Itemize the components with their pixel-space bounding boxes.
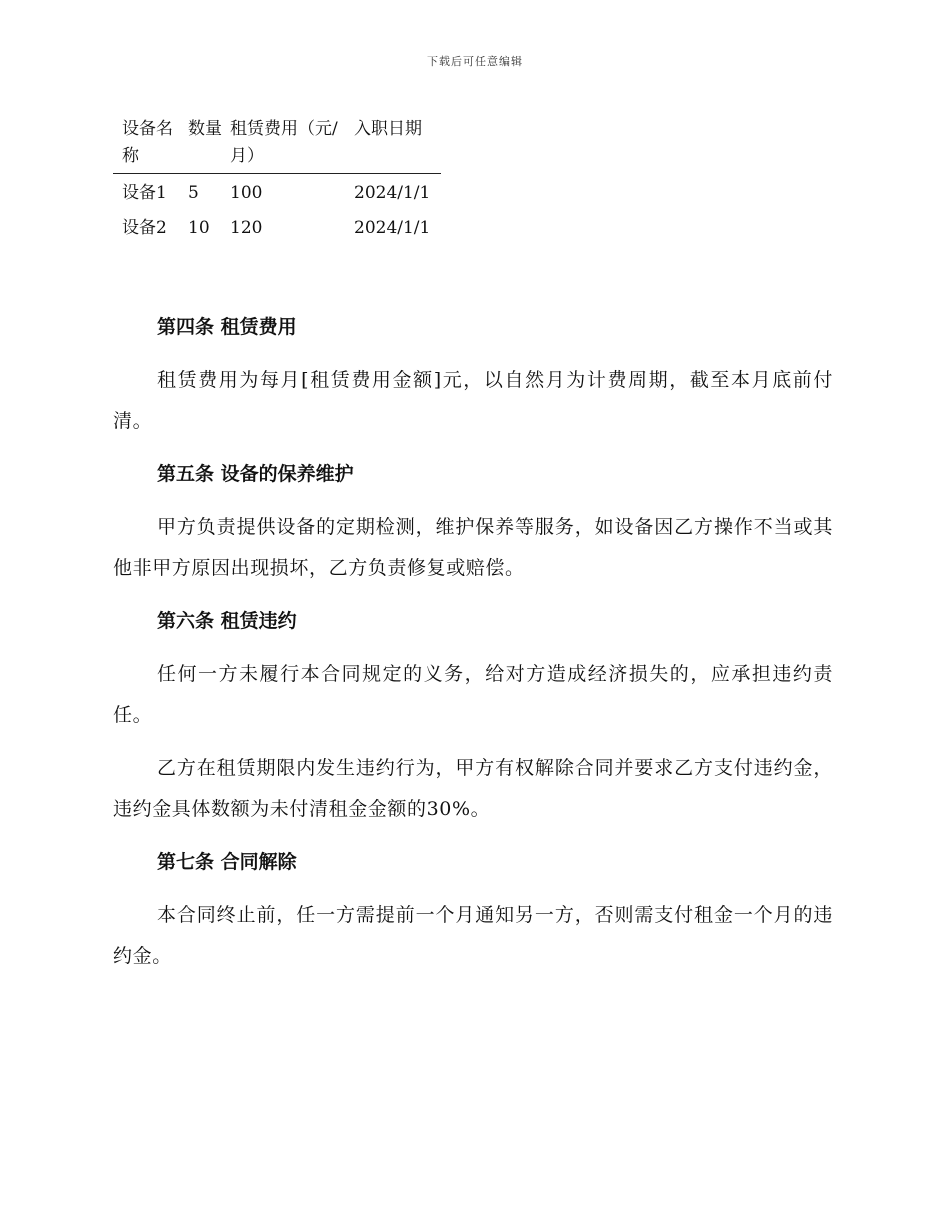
section-heading: 第五条 设备的保养维护	[157, 463, 354, 485]
column-header: 数量	[188, 119, 222, 139]
section-paragraph: 乙方在租赁期限内发生违约行为，甲方有权解除合同并要求乙方支付违约金，违约金具体数额为未付清租金金额的30%。	[113, 757, 833, 820]
section-paragraph: 本合同终止前，任一方需提前一个月通知另一方，否则需支付租金一个月的违约金。	[113, 904, 833, 967]
column-header: 设备名称	[122, 119, 173, 166]
table-cell: 10	[188, 218, 210, 238]
page-header: 下载后可任意编辑	[427, 55, 523, 68]
section-paragraph: 任何一方未履行本合同规定的义务，给对方造成经济损失的，应承担违约责任。	[113, 663, 833, 726]
table-row	[113, 215, 441, 250]
table-cell: 设备2	[122, 218, 167, 238]
table-cell: 设备1	[122, 183, 167, 203]
table-cell: 5	[188, 183, 199, 203]
document-body	[113, 307, 833, 989]
section-paragraph: 甲方负责提供设备的定期检测，维护保养等服务，如设备因乙方操作不当或其他非甲方原因出现损坏，乙方负责修复或赔偿。	[113, 516, 833, 579]
table-cell: 120	[230, 218, 263, 238]
column-header: 入职日期	[354, 119, 422, 139]
section-heading: 第六条 租赁违约	[157, 610, 297, 632]
section-paragraph: 租赁费用为每月[租赁费用金额]元，以自然月为计费周期，截至本月底前付清。	[113, 369, 833, 432]
table-cell: 2024/1/1	[354, 183, 431, 203]
section-heading: 第四条 租赁费用	[157, 316, 297, 338]
table-cell: 100	[230, 183, 263, 203]
table-header-row	[113, 116, 441, 174]
table-cell: 2024/1/1	[354, 218, 431, 238]
table-row	[113, 174, 441, 216]
column-header: 租赁费用（元/月）	[230, 119, 338, 166]
section-heading: 第七条 合同解除	[157, 851, 297, 873]
equipment-table	[113, 116, 441, 250]
